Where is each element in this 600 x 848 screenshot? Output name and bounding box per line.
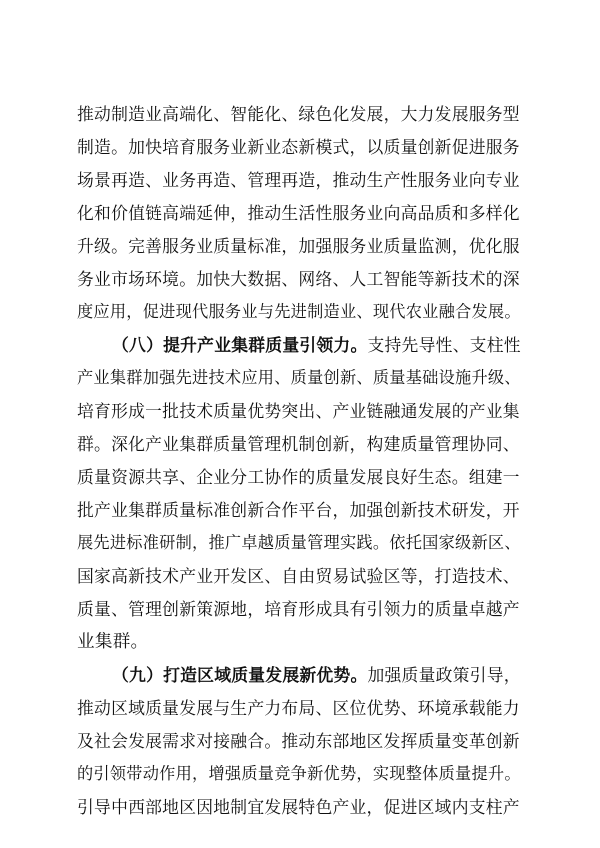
section-heading: （九）打造区域质量发展新优势。: [112, 665, 368, 685]
text-line: 产业集群加强先进技术应用、质量创新、质量基础设施升级、: [77, 368, 521, 387]
text-run: 支持先导性、支柱性: [367, 335, 521, 355]
text-run: 加强质量政策引导，: [367, 665, 521, 685]
text-line: 质量、管理创新策源地，培育形成具有引领力的质量卓越产: [77, 599, 520, 619]
text-line: 业集群。: [77, 632, 149, 652]
section-heading: （八）提升产业集群质量引领力。: [112, 335, 368, 355]
text-line: 度应用，促进现代服务业与先进制造业、现代农业融合发展。: [77, 302, 521, 321]
text-line: 及社会发展需求对接融合。推动东部地区发挥质量变革创新: [77, 731, 520, 751]
text-line: 群。深化产业集群质量管理机制创新，构建质量管理协同、: [77, 434, 520, 454]
text-line: 引导中西部地区因地制宜发展特色产业，促进区域内支柱产: [77, 797, 520, 817]
text-line: 务业市场环境。加快大数据、网络、人工智能等新技术的深: [77, 269, 520, 289]
text-line: 升级。完善服务业质量标准，加强服务业质量监测，优化服: [77, 236, 520, 256]
text-line: 的引领带动作用，增强质量竞争新优势，实现整体质量提升。: [77, 764, 521, 783]
text-line: 培育形成一批技术质量优势突出、产业链融通发展的产业集: [77, 401, 520, 421]
text-line: 制造。加快培育服务业新业态新模式，以质量创新促进服务: [77, 137, 520, 157]
text-line: 场景再造、业务再造、管理再造，推动生产性服务业向专业: [77, 170, 520, 190]
paragraph-first-line: [112, 662, 521, 688]
paragraph-first-line: [112, 332, 521, 358]
text-line: 推动区域质量发展与生产力布局、区位优势、环境承载能力: [77, 698, 520, 718]
text-line: 化和价值链高端延伸，推动生活性服务业向高品质和多样化: [77, 203, 520, 223]
text-line: 批产业集群质量标准创新合作平台，加强创新技术研发，开: [77, 500, 520, 520]
text-line: 推动制造业高端化、智能化、绿色化发展，大力发展服务型: [77, 104, 520, 124]
text-line: 展先进标准研制，推广卓越质量管理实践。依托国家级新区、: [77, 533, 521, 552]
text-line: 质量资源共享、企业分工协作的质量发展良好生态。组建一: [77, 467, 520, 487]
text-line: 国家高新技术产业开发区、自由贸易试验区等，打造技术、: [77, 566, 520, 586]
